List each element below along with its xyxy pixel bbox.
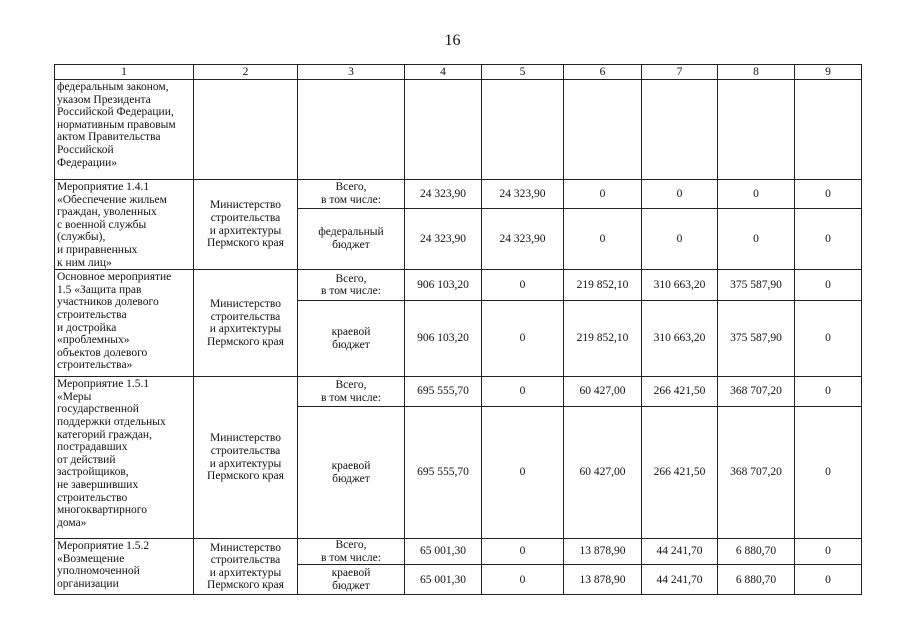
- funding-source: Всего, в том числе:: [298, 539, 405, 565]
- column-number: 7: [642, 65, 718, 80]
- amount-cell: 906 103,20: [405, 270, 482, 301]
- amount-cell: 0: [795, 377, 862, 407]
- funding-source: федеральный бюджет: [298, 208, 405, 269]
- measure-name-continuation: федеральным законом, указом Президента Российской Федерации, нормативным правовым актом Правительства Российской Федерации»: [55, 80, 194, 180]
- page-number: 16: [444, 32, 461, 49]
- column-number-row: [55, 65, 862, 80]
- funding-source: Всего, в том числе:: [298, 180, 405, 209]
- amount-cell: 0: [482, 377, 564, 407]
- table-row: [55, 180, 862, 209]
- amount-cell: 65 001,30: [405, 539, 482, 565]
- amount-cell: 266 421,50: [642, 407, 718, 539]
- responsible-executor: Министерство строительства и архитектуры Пермского края: [194, 539, 298, 595]
- responsible-executor: Министерство строительства и архитектуры Пермского края: [194, 377, 298, 539]
- amount-cell: 219 852,10: [564, 270, 642, 301]
- amount-cell: 219 852,10: [564, 301, 642, 377]
- empty-cell: [482, 80, 564, 180]
- column-number: 4: [405, 65, 482, 80]
- table-row: [55, 270, 862, 301]
- amount-cell: 266 421,50: [642, 377, 718, 407]
- amount-cell: 60 427,00: [564, 377, 642, 407]
- funding-source: краевой бюджет: [298, 301, 405, 377]
- amount-cell: 24 323,90: [405, 180, 482, 209]
- amount-cell: 368 707,20: [718, 407, 795, 539]
- amount-cell: 6 880,70: [718, 565, 795, 595]
- amount-cell: 0: [482, 565, 564, 595]
- amount-cell: 906 103,20: [405, 301, 482, 377]
- measure-name: Мероприятие 1.5.1 «Меры государственной поддержки отдельных категорий граждан, пострадавших от действий застройщиков, не завершивших строительство многоквартирного дома»: [55, 377, 194, 539]
- amount-cell: 0: [642, 208, 718, 269]
- empty-cell: [795, 80, 862, 180]
- empty-cell: [564, 80, 642, 180]
- amount-cell: 0: [795, 301, 862, 377]
- amount-cell: 0: [795, 208, 862, 269]
- column-number: 2: [194, 65, 298, 80]
- amount-cell: 0: [642, 180, 718, 209]
- budget-table: [54, 64, 862, 595]
- responsible-executor: Министерство строительства и архитектуры Пермского края: [194, 270, 298, 377]
- column-number: 1: [55, 65, 194, 80]
- responsible-executor: Министерство строительства и архитектуры Пермского края: [194, 180, 298, 270]
- amount-cell: 13 878,90: [564, 565, 642, 595]
- column-number: 5: [482, 65, 564, 80]
- amount-cell: 24 323,90: [482, 208, 564, 269]
- amount-cell: 375 587,90: [718, 301, 795, 377]
- amount-cell: 695 555,70: [405, 377, 482, 407]
- funding-source: Всего, в том числе:: [298, 270, 405, 301]
- amount-cell: 0: [482, 539, 564, 565]
- column-number: 3: [298, 65, 405, 80]
- amount-cell: 0: [795, 539, 862, 565]
- empty-cell: [642, 80, 718, 180]
- amount-cell: 310 663,20: [642, 270, 718, 301]
- measure-name: Мероприятие 1.5.2 «Возмещение уполномоченной организации: [55, 539, 194, 595]
- empty-cell: [405, 80, 482, 180]
- amount-cell: 24 323,90: [405, 208, 482, 269]
- column-number: 8: [718, 65, 795, 80]
- amount-cell: 0: [482, 407, 564, 539]
- table-row: [55, 539, 862, 565]
- amount-cell: 0: [795, 565, 862, 595]
- amount-cell: 44 241,70: [642, 565, 718, 595]
- amount-cell: 310 663,20: [642, 301, 718, 377]
- amount-cell: 0: [795, 180, 862, 209]
- column-number: 9: [795, 65, 862, 80]
- measure-name: Мероприятие 1.4.1 «Обеспечение жильем граждан, уволенных с военной службы (службы), и приравненных к ним лиц»: [55, 180, 194, 270]
- empty-cell: [298, 80, 405, 180]
- amount-cell: 65 001,30: [405, 565, 482, 595]
- funding-source: Всего, в том числе:: [298, 377, 405, 407]
- amount-cell: 0: [795, 270, 862, 301]
- amount-cell: 44 241,70: [642, 539, 718, 565]
- amount-cell: 368 707,20: [718, 377, 795, 407]
- amount-cell: 24 323,90: [482, 180, 564, 209]
- amount-cell: 0: [482, 270, 564, 301]
- amount-cell: 0: [564, 180, 642, 209]
- amount-cell: 13 878,90: [564, 539, 642, 565]
- amount-cell: 375 587,90: [718, 270, 795, 301]
- funding-source: краевой бюджет: [298, 565, 405, 595]
- amount-cell: 60 427,00: [564, 407, 642, 539]
- measure-name: Основное мероприятие 1.5 «Защита прав участников долевого строительства и достройка «проблемных» объектов долевого строительства»: [55, 270, 194, 377]
- empty-cell: [194, 80, 298, 180]
- continuation-row: [55, 80, 862, 180]
- amount-cell: 0: [564, 208, 642, 269]
- amount-cell: 0: [795, 407, 862, 539]
- funding-source: краевой бюджет: [298, 407, 405, 539]
- amount-cell: 695 555,70: [405, 407, 482, 539]
- amount-cell: 0: [718, 208, 795, 269]
- amount-cell: 0: [718, 180, 795, 209]
- empty-cell: [718, 80, 795, 180]
- amount-cell: 0: [482, 301, 564, 377]
- table-row: [55, 377, 862, 407]
- column-number: 6: [564, 65, 642, 80]
- amount-cell: 6 880,70: [718, 539, 795, 565]
